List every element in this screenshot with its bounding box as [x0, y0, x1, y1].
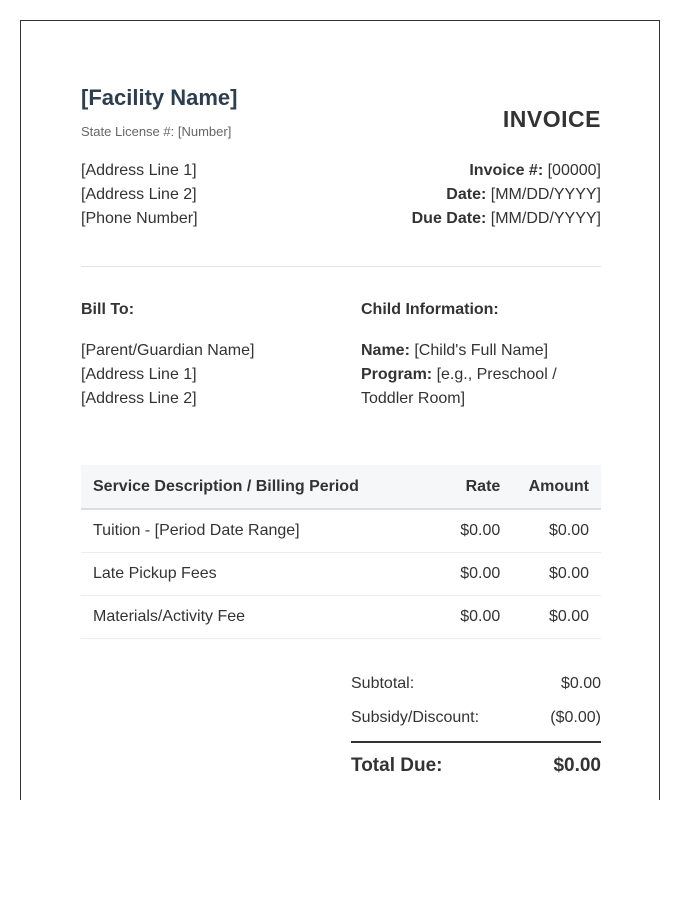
bill-to-label: Bill To: — [81, 301, 135, 318]
child-info-label: Child Information: — [361, 301, 499, 318]
discount-row — [351, 707, 601, 741]
row-rate: $0.00 — [428, 596, 513, 639]
header-divider — [81, 266, 601, 267]
bill-address-line-2: [Address Line 2] — [81, 390, 197, 407]
row-description: Tuition - [Period Date Range] — [81, 509, 428, 553]
table-row — [81, 509, 601, 553]
state-license: State License #: [Number] — [81, 124, 232, 139]
guardian-name: [Parent/Guardian Name] — [81, 342, 255, 359]
child-program — [361, 363, 601, 411]
table-row — [81, 553, 601, 596]
invoice-date — [412, 183, 601, 207]
child-name-label: Name: — [361, 342, 410, 359]
facility-address — [81, 159, 198, 231]
row-description: Materials/Activity Fee — [81, 596, 428, 639]
row-amount: $0.00 — [512, 509, 601, 553]
program-label: Program: — [361, 366, 433, 383]
table-header-row — [81, 465, 601, 509]
invoice-meta — [412, 159, 601, 231]
row-amount: $0.00 — [512, 553, 601, 596]
facility-name: [Facility Name] — [81, 85, 238, 110]
bill-address-line-1: [Address Line 1] — [81, 366, 197, 383]
child-name-value: [Child's Full Name] — [414, 342, 549, 359]
total-due-value: $0.00 — [553, 755, 601, 776]
totals-section — [351, 673, 601, 777]
phone-number: [Phone Number] — [81, 210, 198, 227]
invoice-number-value: [00000] — [547, 162, 601, 179]
invoice-number — [412, 159, 601, 183]
header-rate: Rate — [428, 465, 513, 509]
address-line-2: [Address Line 2] — [81, 186, 197, 203]
discount-value: ($0.00) — [550, 709, 601, 726]
invoice-due-date — [412, 207, 601, 231]
row-rate: $0.00 — [428, 509, 513, 553]
invoice-date-value: [MM/DD/YYYY] — [490, 186, 601, 203]
total-due-label: Total Due: — [351, 755, 443, 776]
invoice-sheet — [20, 20, 660, 800]
due-date-label: Due Date: — [411, 210, 487, 227]
row-amount: $0.00 — [512, 596, 601, 639]
total-due-row — [351, 755, 601, 777]
row-rate: $0.00 — [428, 553, 513, 596]
due-date-value: [MM/DD/YYYY] — [490, 210, 601, 227]
invoice-number-label: Invoice #: — [469, 162, 544, 179]
services-table — [81, 465, 601, 639]
table-row — [81, 596, 601, 639]
row-description: Late Pickup Fees — [81, 553, 428, 596]
header-description: Service Description / Billing Period — [81, 465, 428, 509]
discount-label: Subsidy/Discount: — [351, 709, 480, 726]
child-name — [361, 339, 601, 363]
totals-divider — [351, 741, 601, 743]
bill-to-details — [81, 339, 254, 411]
program-value: [e.g., Preschool / Toddler Room] — [361, 366, 557, 407]
invoice-date-label: Date: — [446, 186, 487, 203]
subtotal-row — [351, 673, 601, 707]
subtotal-value: $0.00 — [560, 675, 601, 692]
invoice-title: INVOICE — [502, 106, 601, 132]
subtotal-label: Subtotal: — [351, 675, 415, 692]
address-line-1: [Address Line 1] — [81, 162, 197, 179]
child-details — [361, 339, 601, 411]
header-amount: Amount — [512, 465, 601, 509]
